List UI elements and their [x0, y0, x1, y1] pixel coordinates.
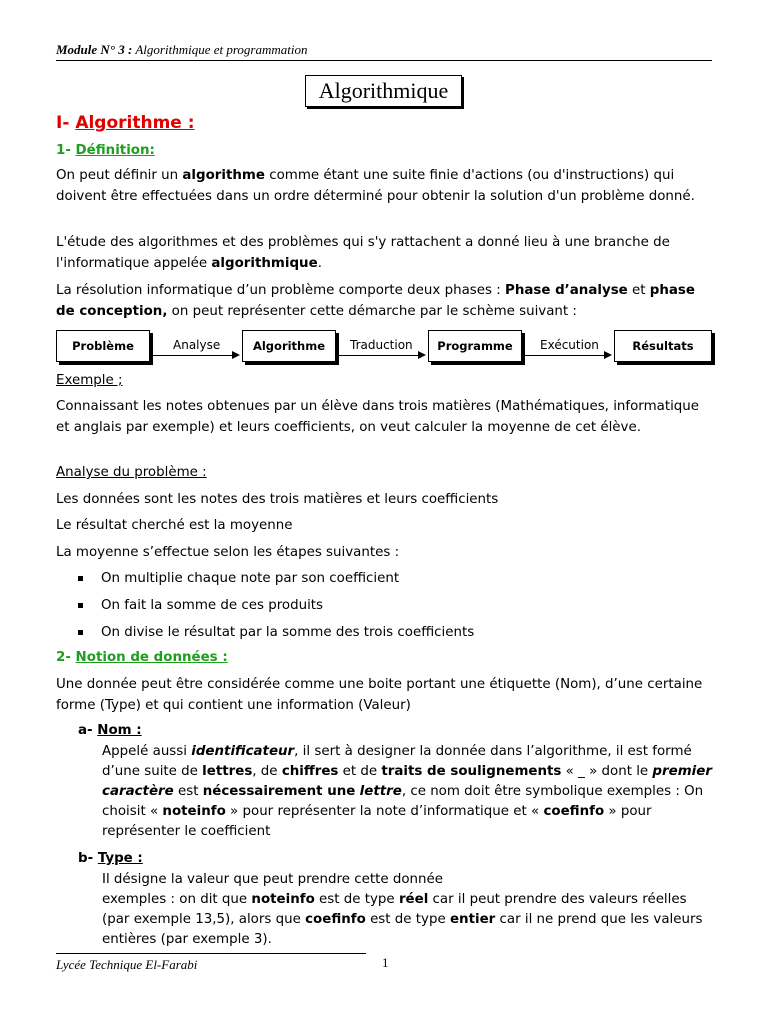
- arrow-icon: [150, 355, 238, 356]
- flow-box-algorithme: Algorithme: [242, 330, 336, 362]
- list-item: On multiplie chaque note par son coefficient: [78, 569, 399, 589]
- page-number: 1: [382, 955, 389, 970]
- subsection-heading-definition: 1- Définition:: [56, 143, 155, 158]
- flow-box-probleme: Problème: [56, 330, 150, 362]
- steps-line: La moyenne s’effectue selon les étapes suivantes :: [56, 545, 400, 560]
- item-a-heading: a- Nom :: [78, 723, 142, 738]
- footer-school: Lycée Technique El-Farabi: [56, 957, 198, 972]
- phases-paragraph: La résolution informatique d’un problème comporte deux phases : Phase d’analyse et phase de conception, on peut représenter cette démarche par le schème suivant :: [56, 283, 695, 319]
- data-line: Les données sont les notes des trois matières et leurs coefficients: [56, 492, 499, 507]
- square-bullet-icon: [78, 576, 83, 581]
- page-header: [56, 42, 307, 58]
- module-label: Module N° 3 :: [56, 42, 133, 57]
- square-bullet-icon: [78, 630, 83, 635]
- section-title: Algorithme :: [75, 113, 195, 133]
- flow-box-resultats: Résultats: [614, 330, 712, 362]
- square-bullet-icon: [78, 603, 83, 608]
- footer-divider: [56, 953, 366, 954]
- flow-box-programme: Programme: [428, 330, 522, 362]
- item-b-paragraph: exemples : on dit que noteinfo est de type réel car il peut prendre des valeurs réelles (par exemple 13,5), alors que coefinfo est de type entier car il ne prend que les valeurs entières (par exemple 3).: [102, 892, 703, 947]
- list-item: On fait la somme de ces produits: [78, 596, 323, 616]
- result-line: Le résultat cherché est la moyenne: [56, 518, 293, 533]
- arrow-icon: [522, 355, 610, 356]
- flow-label-traduction: Traduction: [350, 338, 413, 352]
- item-b-heading: b- Type :: [78, 851, 143, 866]
- example-paragraph: Connaissant les notes obtenues par un élève dans trois matières (Mathématiques, informatique et anglais par exemple) et leurs coefficients, on veut calculer la moyenne de cet élève.: [56, 399, 700, 435]
- flow-label-analyse: Analyse: [173, 338, 221, 352]
- donnees-intro: Une donnée peut être considérée comme une boite portant une étiquette (Nom), d’une certaine forme (Type) et qui contient une information (Valeur): [56, 677, 703, 713]
- example-heading: Exemple ;: [56, 373, 123, 388]
- module-title: Algorithmique et programmation: [135, 42, 308, 57]
- analysis-heading: Analyse du problème :: [56, 465, 207, 480]
- item-a-paragraph: Appelé aussi identificateur, il sert à designer la donnée dans l’algorithme, il est formé d’une suite de lettres, de chiffres et de traits de soulignements « _ » dont le premier caractère est nécessairement une lettre, ce nom doit être symbolique exemples : On choisit « noteinfo » pour représenter la note d’informatique et « coefinfo » pour représenter le coefficient: [102, 744, 712, 839]
- arrow-icon: [336, 355, 424, 356]
- item-b-line1: Il désigne la valeur que peut prendre cette donnée: [102, 872, 443, 887]
- section-heading: [56, 113, 195, 133]
- definition-paragraph: On peut définir un algorithme comme étant une suite finie d'actions (ou d'instructions) qui doivent être effectuées dans un ordre déterminé pour obtenir la solution d'un problème donné.: [56, 168, 695, 204]
- list-item: On divise le résultat par la somme des trois coefficients: [78, 623, 474, 643]
- algorithmique-paragraph: L'étude des algorithmes et des problèmes qui s'y rattachent a donné lieu à une branche de l'informatique appelée algorithmique.: [56, 235, 670, 271]
- subsection-heading-donnees: 2- Notion de données :: [56, 650, 228, 665]
- flow-label-execution: Exécution: [540, 338, 599, 352]
- page-title: Algorithmique: [305, 75, 462, 107]
- header-divider: [56, 60, 712, 61]
- section-number: I-: [56, 113, 70, 133]
